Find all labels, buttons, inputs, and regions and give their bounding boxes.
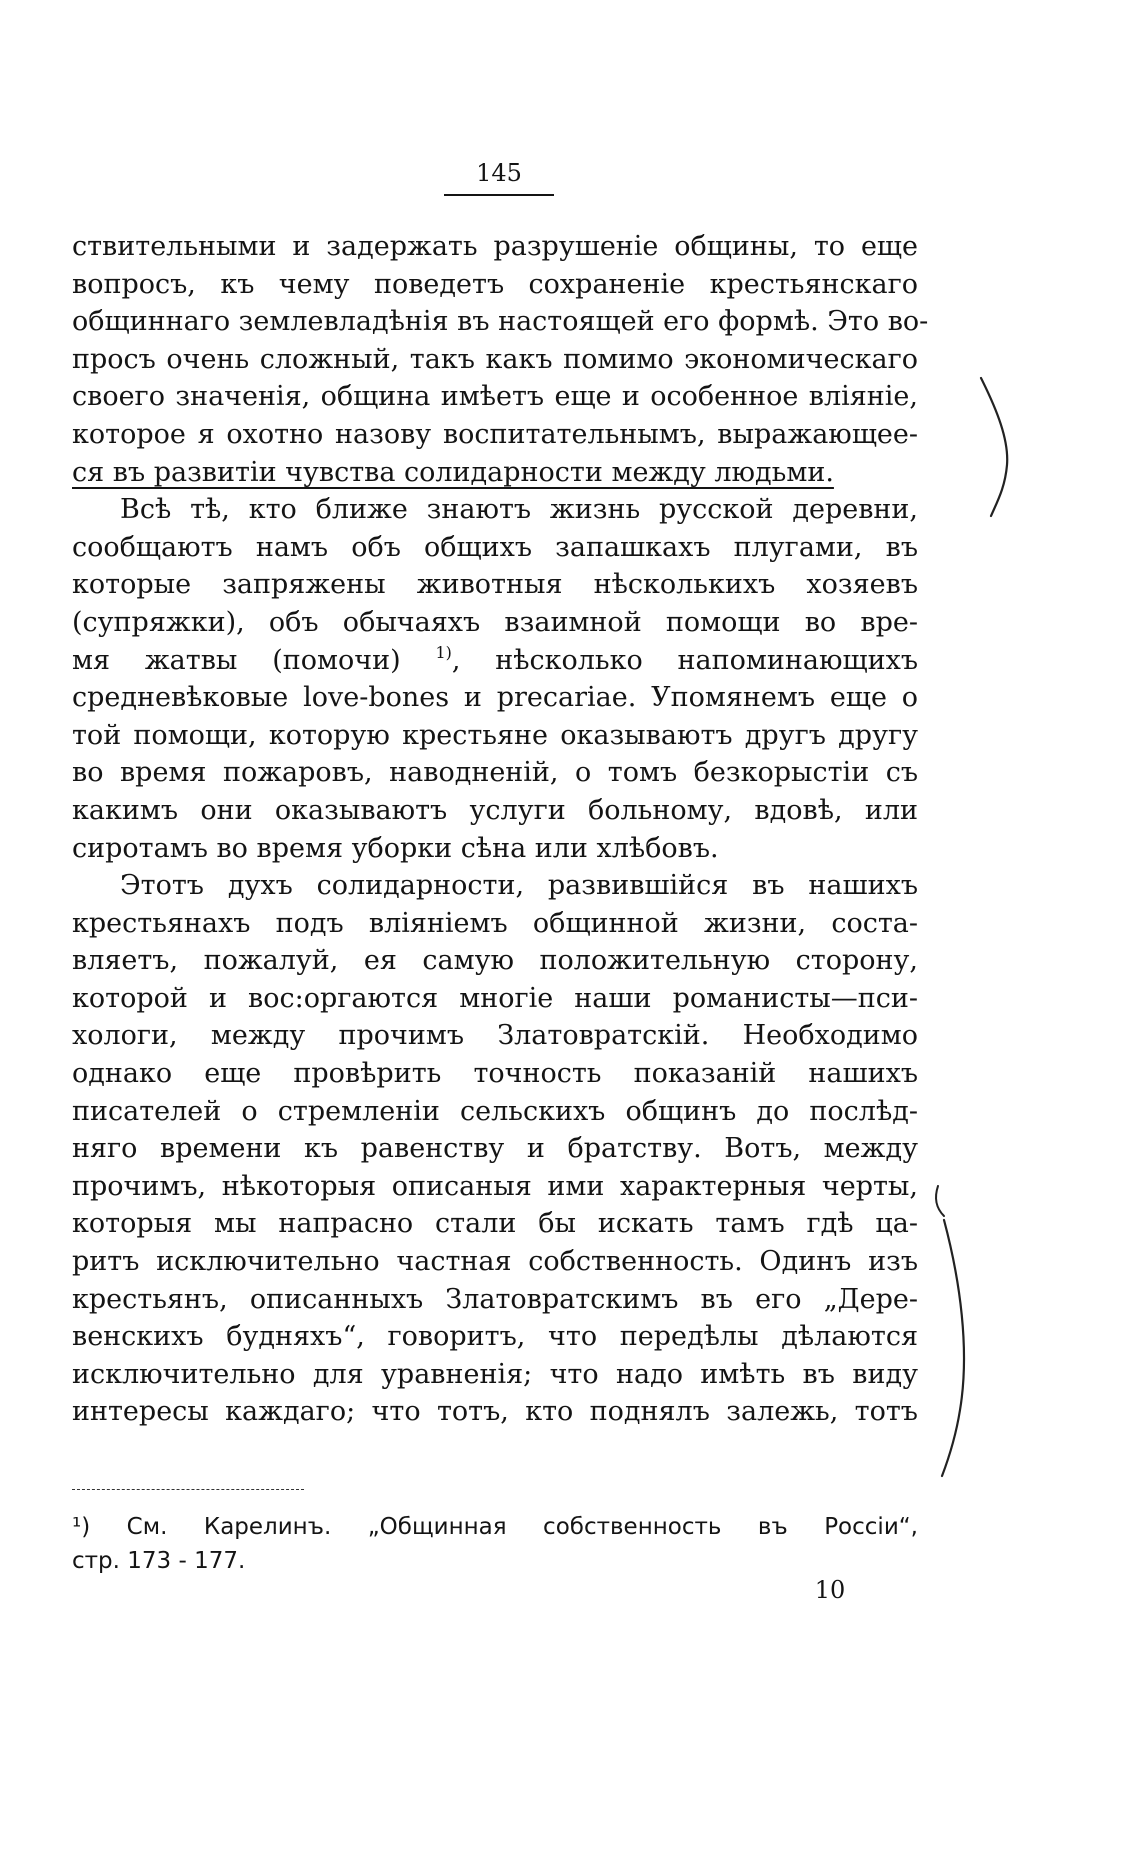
page-number: 145 <box>476 159 522 187</box>
underlined-text-line: ся въ развитіи чувства солидарности между людьми. <box>72 456 834 488</box>
text-line: няго времени къ равенству и братству. Вотъ, между <box>72 1133 918 1165</box>
text-line: однако еще провѣрить точность показаній нашихъ <box>72 1058 918 1090</box>
text-line: которое я охотно назову воспитательнымъ, выражающее- <box>72 418 918 450</box>
text-line: исключительно для уравненія; что надо имѣть въ виду <box>72 1358 918 1390</box>
footnote-line: стр. 173 - 177. <box>72 1548 246 1574</box>
footnote-line: ¹) См. Карелинъ. „Общинная собственность въ Россіи“, <box>72 1514 918 1540</box>
text-line: (супряжки), объ обычаяхъ взаимной помощи во вре- <box>72 606 918 638</box>
text-line: своего значенія, община имѣетъ еще и особенное вліяніе, <box>72 381 918 413</box>
text-line: крестьянъ, описанныхъ Златовратскимъ въ его „Дере- <box>72 1283 918 1315</box>
margin-bracket-mark <box>930 1180 1000 1480</box>
paragraph-first-line: Этотъ духъ солидарности, развившійся въ нашихъ <box>120 870 918 902</box>
margin-bracket-mark <box>975 370 1025 520</box>
text-segment: , нѣсколько напоминающихъ <box>451 644 918 676</box>
text-line: крестьянахъ подъ вліяніемъ общинной жизни, соста- <box>72 907 918 939</box>
text-line: которыя мы напрасно стали бы искать тамъ гдѣ ца- <box>72 1208 918 1240</box>
footnote-separator <box>72 1489 304 1490</box>
text-line: вляетъ, пожалуй, ея самую положительную сторону, <box>72 945 918 977</box>
footnote-reference: 1) <box>435 642 452 662</box>
text-line: которой и вос:оргаются многіе наши романисты—пси- <box>72 982 918 1014</box>
text-line: сиротамъ во время уборки сѣна или хлѣбовъ. <box>72 832 719 864</box>
text-line: интересы каждаго; что тотъ, кто поднялъ залежь, тотъ <box>72 1396 918 1428</box>
text-line: которые запряжены животныя нѣсколькихъ хозяевъ <box>72 569 918 601</box>
body-text <box>72 228 929 1431</box>
text-line: средневѣковые love-bones и precariae. Упомянемъ еще о <box>72 682 918 714</box>
text-line-with-footnote <box>72 642 918 680</box>
text-line: венскихъ будняхъ“, говоритъ, что передѣлы дѣлаются <box>72 1321 918 1353</box>
text-line: общиннаго землевладѣнія въ настоящей его формѣ. Это во- <box>72 306 929 338</box>
text-line: вопросъ, къ чему поведетъ сохраненіе крестьянскаго <box>72 268 918 300</box>
paragraph-first-line: Всѣ тѣ, кто ближе знаютъ жизнь русской деревни, <box>120 494 918 526</box>
text-segment: мя жатвы (помочи) <box>72 644 401 676</box>
text-line: хологи, между прочимъ Златовратскій. Необходимо <box>72 1020 918 1052</box>
text-line: прочимъ, нѣкоторыя описаныя ими характерныя черты, <box>72 1170 918 1202</box>
page-number-rule <box>444 194 554 196</box>
text-line: сообщаютъ намъ объ общихъ запашкахъ плугами, въ <box>72 531 918 563</box>
text-line: ритъ исключительно частная собственность. Одинъ изъ <box>72 1246 918 1278</box>
text-line: просъ очень сложный, такъ какъ помимо экономическаго <box>72 343 918 375</box>
text-line: ствительными и задержать разрушеніе общины, то еще <box>72 231 918 262</box>
text-line: какимъ они оказываютъ услуги больному, вдовѣ, или <box>72 794 918 826</box>
text-line: во время пожаровъ, наводненій, о томъ безкорыстіи съ <box>72 757 918 789</box>
signature-mark: 10 <box>814 1576 846 1604</box>
text-line: той помощи, которую крестьяне оказываютъ другъ другу <box>72 719 918 751</box>
text-line: писателей о стремленіи сельскихъ общинъ до послѣд- <box>72 1095 918 1127</box>
footnotes <box>72 1510 918 1578</box>
